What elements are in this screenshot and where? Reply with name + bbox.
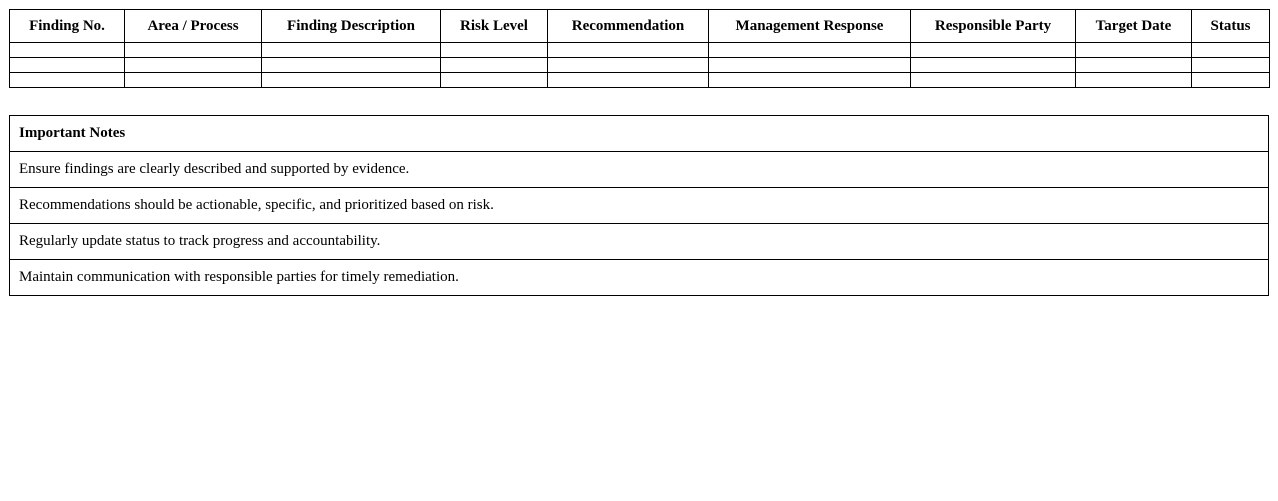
cell-management-response[interactable] <box>709 43 911 58</box>
cell-risk-level[interactable] <box>441 58 548 73</box>
table-row <box>10 43 1270 58</box>
note-item-3: Regularly update status to track progress and accountability. <box>10 224 1269 260</box>
list-item <box>10 152 1269 188</box>
cell-area-process[interactable] <box>125 43 262 58</box>
table-header-row <box>10 10 1270 43</box>
cell-area-process[interactable] <box>125 73 262 88</box>
column-header-responsible-party: Responsible Party <box>911 10 1076 43</box>
cell-finding-description[interactable] <box>262 43 441 58</box>
cell-responsible-party[interactable] <box>911 73 1076 88</box>
note-item-2: Recommendations should be actionable, specific, and prioritized based on risk. <box>10 188 1269 224</box>
column-header-finding-no: Finding No. <box>10 10 125 43</box>
cell-finding-description[interactable] <box>262 73 441 88</box>
column-header-risk-level: Risk Level <box>441 10 548 43</box>
cell-finding-no[interactable] <box>10 58 125 73</box>
note-item-4: Maintain communication with responsible parties for timely remediation. <box>10 260 1269 296</box>
cell-area-process[interactable] <box>125 58 262 73</box>
note-item-1: Ensure findings are clearly described and supported by evidence. <box>10 152 1269 188</box>
cell-recommendation[interactable] <box>548 43 709 58</box>
notes-heading-row <box>10 116 1269 152</box>
table-row <box>10 73 1270 88</box>
cell-finding-description[interactable] <box>262 58 441 73</box>
column-header-management-response: Management Response <box>709 10 911 43</box>
cell-target-date[interactable] <box>1076 58 1192 73</box>
cell-management-response[interactable] <box>709 73 911 88</box>
cell-target-date[interactable] <box>1076 73 1192 88</box>
table-row <box>10 58 1270 73</box>
cell-recommendation[interactable] <box>548 58 709 73</box>
cell-management-response[interactable] <box>709 58 911 73</box>
cell-responsible-party[interactable] <box>911 58 1076 73</box>
notes-heading: Important Notes <box>10 116 1269 152</box>
cell-risk-level[interactable] <box>441 73 548 88</box>
list-item <box>10 188 1269 224</box>
cell-finding-no[interactable] <box>10 73 125 88</box>
cell-finding-no[interactable] <box>10 43 125 58</box>
important-notes-table <box>9 115 1269 296</box>
column-header-status: Status <box>1192 10 1270 43</box>
column-header-target-date: Target Date <box>1076 10 1192 43</box>
column-header-finding-description: Finding Description <box>262 10 441 43</box>
column-header-area-process: Area / Process <box>125 10 262 43</box>
cell-target-date[interactable] <box>1076 43 1192 58</box>
list-item <box>10 224 1269 260</box>
cell-status[interactable] <box>1192 43 1270 58</box>
column-header-recommendation: Recommendation <box>548 10 709 43</box>
cell-risk-level[interactable] <box>441 43 548 58</box>
cell-responsible-party[interactable] <box>911 43 1076 58</box>
cell-status[interactable] <box>1192 73 1270 88</box>
cell-status[interactable] <box>1192 58 1270 73</box>
cell-recommendation[interactable] <box>548 73 709 88</box>
list-item <box>10 260 1269 296</box>
audit-findings-table <box>9 9 1270 88</box>
